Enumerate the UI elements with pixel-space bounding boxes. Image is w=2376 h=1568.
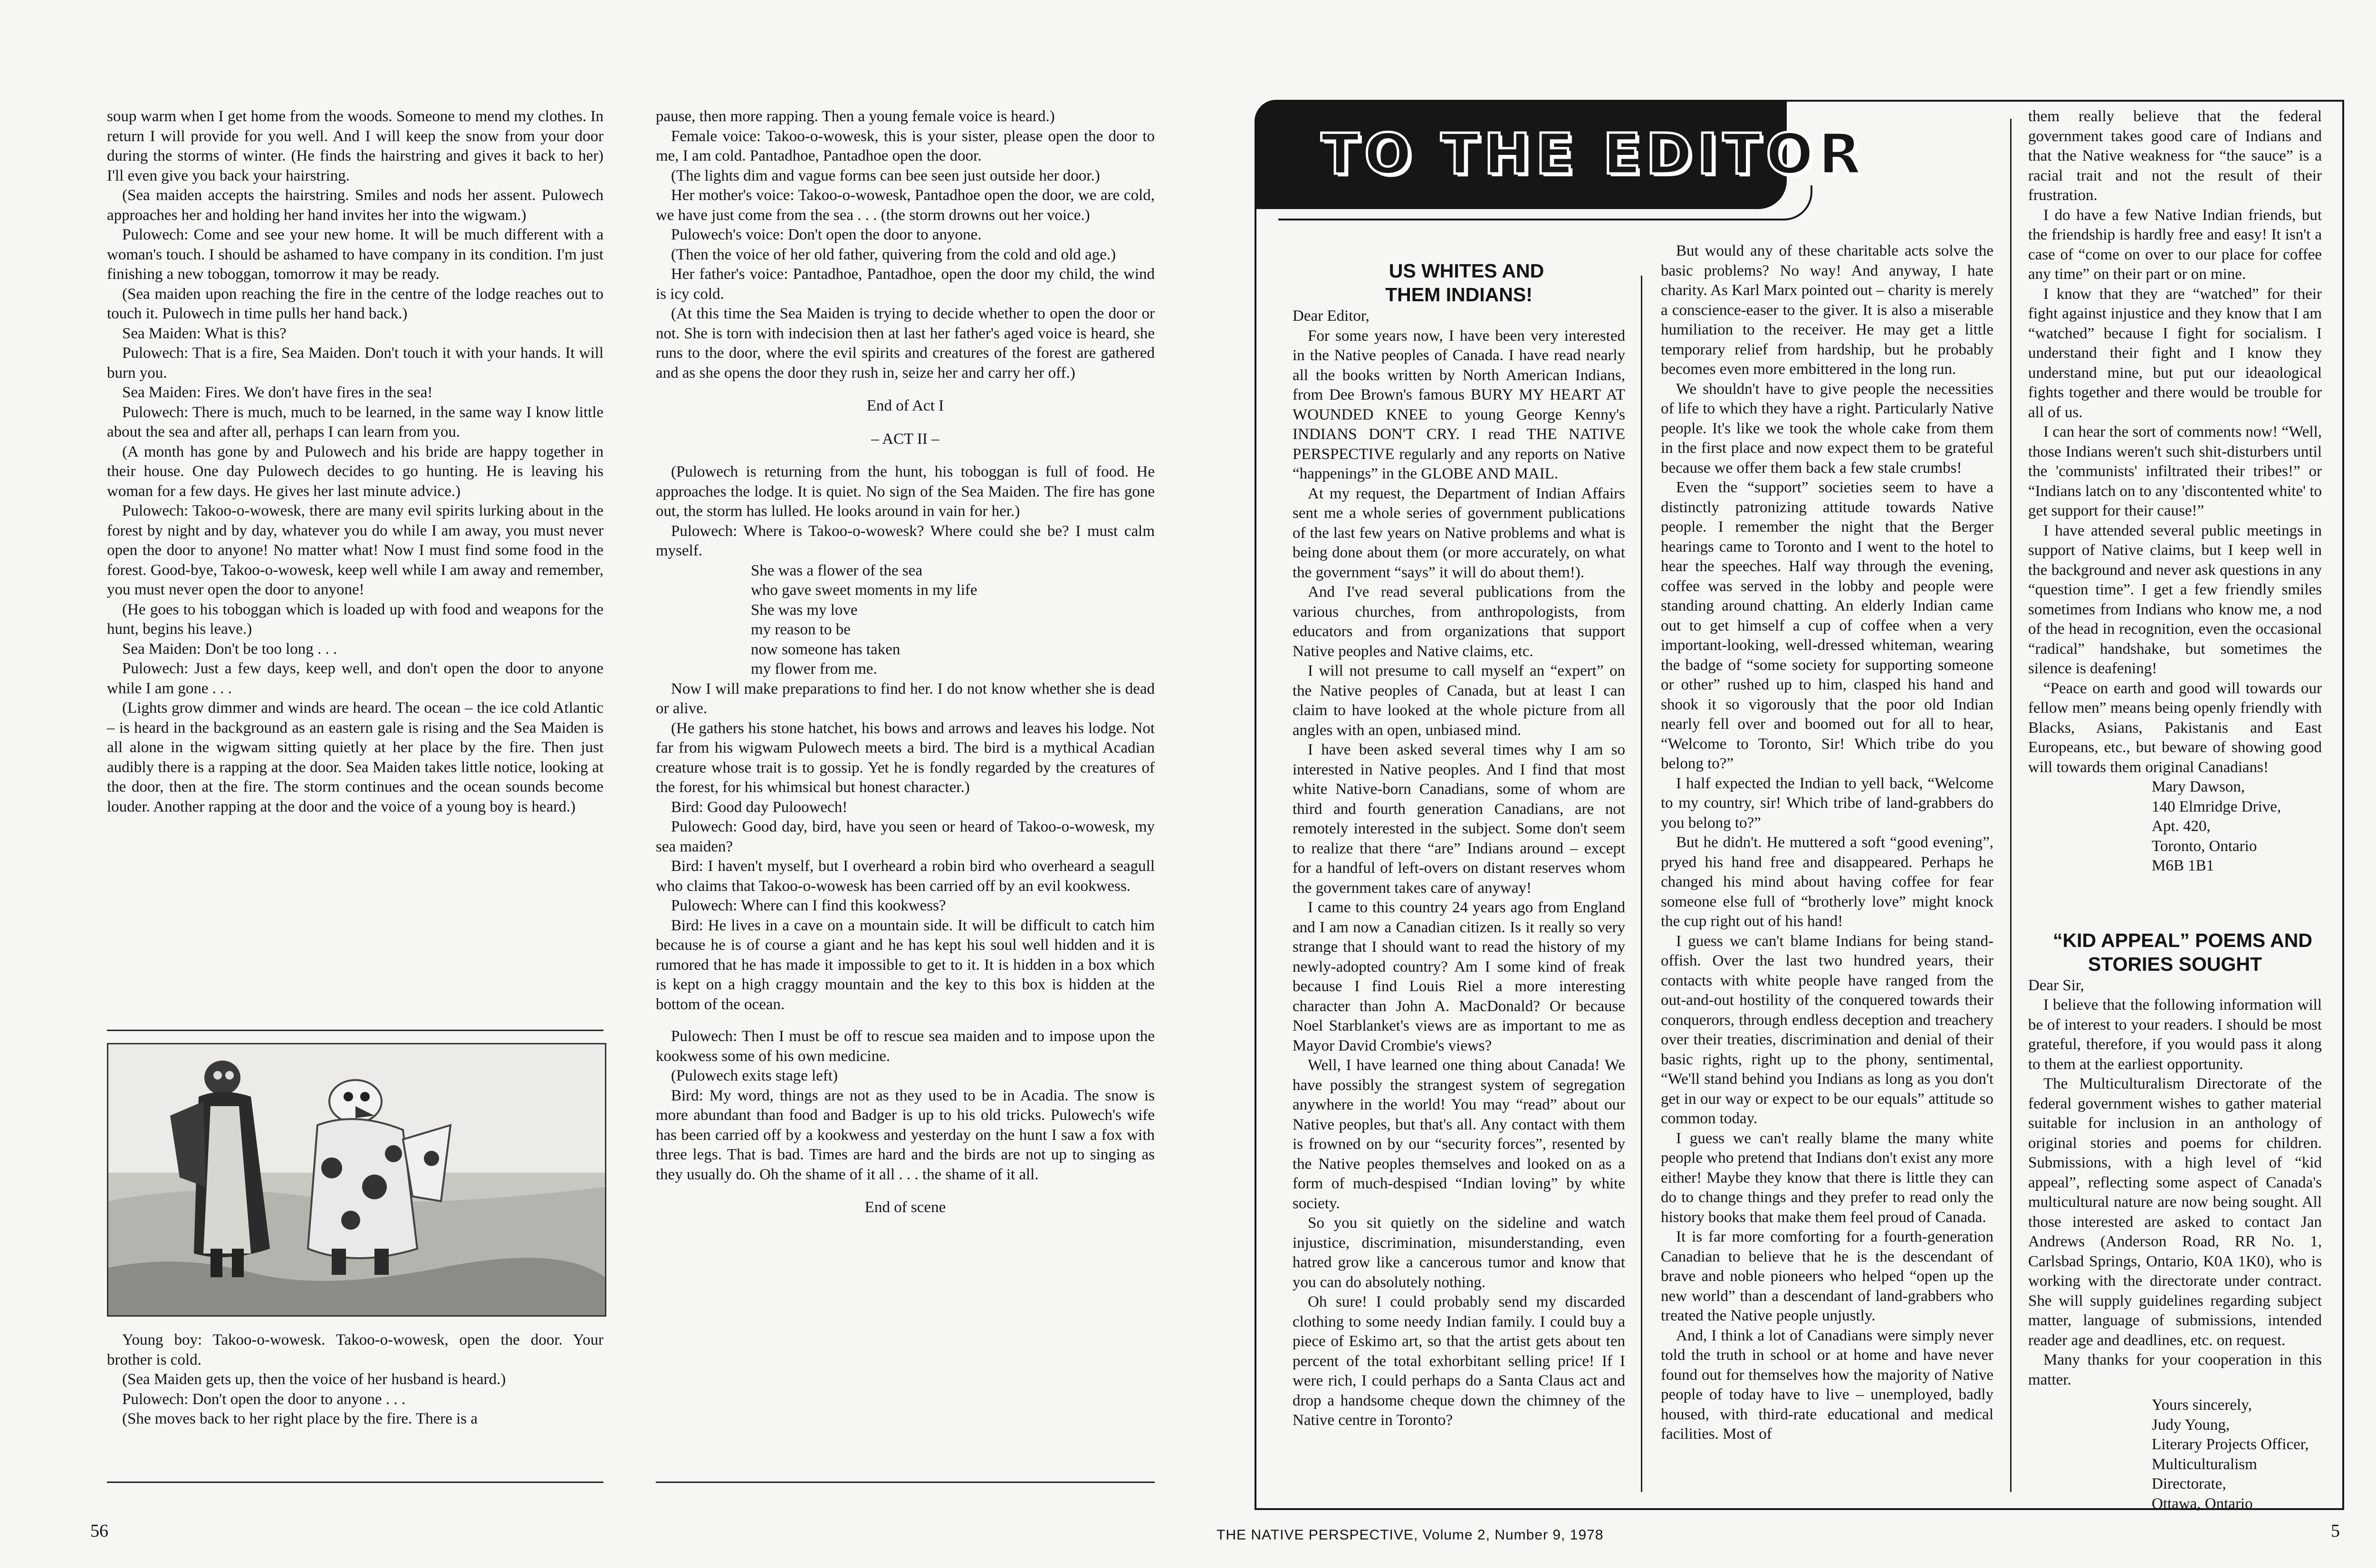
- paragraph: Pulowech: Where is Takoo-o-wowesk? Where could she be? I must calm myself.: [656, 522, 1155, 559]
- letter-1-column-3-text: [2028, 107, 2322, 777]
- signature-line: Toronto, Ontario: [2152, 837, 2257, 855]
- banner-title: TO THE EDITOR: [1321, 121, 1866, 187]
- signature-line: Mary Dawson,: [2152, 778, 2245, 795]
- paragraph: She was a flower of the sea: [751, 562, 923, 579]
- paragraph: We shouldn't have to give people the necessities of life to which they have a right. Particularly Native people. It's like we took the whole cake from them in the first place and now expect them to be grateful because we offer them back a few stale crumbs!: [1661, 380, 1993, 477]
- paragraph: (He gathers his stone hatchet, his bows and arrows and leaves his lodge. Not far from his wigwam Pulowech meets a bird. The bird is a mythical Acadian creature whose trait is to gossip. Yet he is fondly regarded by the creatures of the forest, for his whimsical but honest character.): [656, 719, 1155, 796]
- column-2-rule: [656, 1482, 1155, 1483]
- paragraph: now someone has taken: [751, 641, 901, 658]
- paragraph: But would any of these charitable acts solve the basic problems? No way! And anyway, I hate charity. As Karl Marx pointed out – charity is merely a conscience-easer to the giver. It is also a miserable humiliation to the receiver. He may get a little temporary relief from hardship, but he probably becomes even more embittered in the long run.: [1661, 242, 1993, 378]
- paragraph: Sea Maiden: Don't be too long . . .: [122, 640, 337, 658]
- letter-1-headline-line-1: US WHITES AND: [1389, 260, 1544, 282]
- paragraph: I guess we can't really blame the many white people who pretend that Indians don't exist any more either! Maybe they know that there is little they can do to change things and they prefer to read only the history books that make them feel proud of Canada.: [1661, 1129, 1993, 1226]
- signature-line: M6B 1B1: [2152, 857, 2214, 874]
- column-divider-1: [1641, 276, 1642, 1492]
- paragraph: Pulowech: Where can I find this kookwess?: [671, 897, 946, 914]
- signature-line: Multiculturalism Directorate,: [2152, 1455, 2257, 1492]
- letter-1-headline: [1293, 259, 1625, 306]
- paragraph: I know that they are “watched” for their fight against injustice and they know that I am “watched” because I fight for socialism. I understand their fight and I know they understand mine, but put our ideaological fights together and there would be trouble for all of us.: [2028, 285, 2322, 421]
- paragraph: “Peace on earth and good will towards our fellow men” means being openly friendly with Blacks, Asians, Pakistanis and East Europeans, etc., but beware of showing good will towards them original Canadians!: [2028, 679, 2322, 776]
- signature-line: 140 Elmridge Drive,: [2152, 798, 2281, 815]
- paragraph: (Sea Maiden gets up, then the voice of her husband is heard.): [122, 1371, 506, 1388]
- paragraph: Bird: My word, things are not as they used to be in Acadia. The snow is more abundant than food and Badger is up to his old tricks. Pulowech's wife has been carried off by a kookwess and yesterday on the hunt I saw a fox with three legs. That is bad. Times are hard and the birds are not up to singing as they usually do. Oh the shame of it all . . . the shame of it all.: [656, 1087, 1155, 1183]
- performers-photo-image: [108, 1044, 605, 1315]
- paragraph: (Pulowech exits stage left): [671, 1067, 838, 1084]
- paragraph: Pulowech: Just a few days, keep well, and don't open the door to anyone while I am gone . . .: [107, 660, 604, 697]
- paragraph: Well, I have learned one thing about Canada! We have possibly the strangest system of segregation anywhere in the world! You may “read” about our Native peoples, but that's all. Any contact with them is frowned on by our “security forces”, resented by the Native peoples themselves and looked on as a form of much-despised “Indian loving” by white society.: [1293, 1057, 1625, 1212]
- paragraph: Her mother's voice: Takoo-o-wowesk, Pantadhoe open the door, we are cold, we have just come from the sea . . . (the storm drowns out her voice.): [656, 187, 1155, 224]
- paragraph: Her father's voice: Pantadhoe, Pantadhoe, open the door my child, the wind is icy cold.: [656, 266, 1155, 303]
- paragraph: Bird: I haven't myself, but I overheard a robin bird who overheard a seagull who claims that Takoo-o-wowesk has been carried off by an evil kookwess.: [656, 858, 1155, 895]
- left-page-number: 56: [90, 1521, 108, 1541]
- paragraph: I do have a few Native Indian friends, but the friendship is hardly free and easy! It isn't a case of “come on over to our place for coffee any time” on their part or on mine.: [2028, 206, 2322, 283]
- paragraph: Pulowech: Don't open the door to anyone . . .: [122, 1390, 406, 1408]
- paragraph: (Then the voice of her old father, quivering from the cold and old age.): [671, 246, 1116, 263]
- letter-1-headline-line-2: THEM INDIANS!: [1385, 284, 1533, 306]
- paragraph: Pulowech: Then I must be off to rescue sea maiden and to impose upon the kookwess some of his own medicine.: [656, 1028, 1155, 1065]
- left-column-2: [656, 107, 1155, 1231]
- paragraph: (A month has gone by and Pulowech and his bride are happy together in their house. One day Pulowech decides to go hunting. He is leaving his woman for a few days. He gives her last minute advice.): [107, 443, 604, 500]
- signature-line: Judy Young,: [2152, 1416, 2230, 1434]
- paragraph: Pulowech's voice: Don't open the door to anyone.: [671, 226, 982, 243]
- paragraph: I will not presume to call myself an “expert” on the Native peoples of Canada, but at least I can claim to have looked at the whole picture from all angles with an open, unbiased mind.: [1293, 662, 1625, 739]
- paragraph: I half expected the Indian to yell back, “Welcome to my country, sir! Which tribe of land-grabbers do you belong to?”: [1661, 774, 1993, 832]
- paragraph: – ACT II –: [871, 430, 939, 448]
- left-column-1: [107, 107, 604, 817]
- paragraph: Pulowech: Come and see your new home. It will be much different with a woman's touch. I should be ashamed to have company in its condition. I'm just finishing a new toboggan, tomorrow it may be ready.: [107, 226, 604, 283]
- issue-footer: THE NATIVE PERSPECTIVE, Volume 2, Number 9, 1978: [1217, 1527, 1604, 1543]
- paragraph: Pulowech: That is a fire, Sea Maiden. Don't touch it with your hands. It will burn you.: [107, 344, 604, 382]
- paragraph: who gave sweet moments in my life: [751, 582, 977, 599]
- paragraph: Dear Editor,: [1293, 307, 1370, 325]
- paragraph: my reason to be: [751, 621, 851, 638]
- signature-line: Literary Projects Officer,: [2152, 1436, 2309, 1453]
- paragraph: And I've read several publications from the various churches, from anthropologists, from educators and from organizations that support Native peoples and Native claims, etc.: [1293, 583, 1625, 660]
- letter-1-column-3: [2028, 107, 2322, 1514]
- paragraph: End of scene: [864, 1199, 946, 1216]
- letter-2-headline-line-1: “KID APPEAL” POEMS AND: [2053, 929, 2312, 951]
- letter-2-headline: [2028, 928, 2322, 976]
- paragraph: Bird: Good day Puloowech!: [671, 798, 848, 816]
- paragraph: (Lights grow dimmer and winds are heard. The ocean – the ice cold Atlantic – is heard in the background as an eastern gale is rising and the Sea Maiden is all alone in the wigwam sitting quietly at her place by the fire. Then just audibly there is a rapping at the door. Sea Maiden takes little notice, looking at the door, then at the fire. The storm continues and the ocean sounds become louder. Another rapping at the door and the voice of a young boy is heard.): [107, 699, 604, 815]
- paragraph: She was my love: [751, 601, 858, 619]
- paragraph: The Multiculturalism Directorate of the federal government wishes to gather material suitable for inclusion in an anthology of original stories and poems for children. Submissions, with a high level of “kid appeal”, reflecting some aspect of Canada's multicultural nature are now being sought. All those interested are asked to contact Jan Andrews (Anderson Road, RR No. 1, Carlsbad Springs, Ontario, K0A 1K0), who is working with the directorate under contract. She will supply guidelines regarding subject matter, language of submissions, intended reader age and deadlines, etc. on request.: [2028, 1075, 2322, 1349]
- paragraph: I have been asked several times why I am so interested in Native peoples. And I find that most white Native-born Canadians, some of whom are third and fourth generation Canadians, are not remotely interested in the subject. Some don't seem to realize that there “are” Indians around – except for a handful of left-overs on distant reserves whom the government takes care of anyway!: [1293, 741, 1625, 897]
- right-page-number: 5: [2331, 1521, 2340, 1541]
- letter-1-column-1-text: [1293, 306, 1625, 1431]
- paragraph: So you sit quietly on the sideline and watch injustice, discrimination, misunderstanding, even hatred grow like a cancerous tumor and know that you can do absolutely nothing.: [1293, 1214, 1625, 1291]
- paragraph: pause, then more rapping. Then a young female voice is heard.): [656, 108, 1055, 125]
- paragraph: Sea Maiden: What is this?: [122, 325, 287, 342]
- letter-2-signature: [2028, 1396, 2322, 1514]
- paragraph: Pulowech: There is much, much to be learned, in the same way I know little about the sea and after all, perhaps I can learn from you.: [107, 403, 604, 440]
- letter-1-column-1: [1293, 259, 1625, 1431]
- paragraph: At my request, the Department of Indian Affairs sent me a whole series of government publications of the last few years on Native problems and what is being done about them (or more accurately, on what the government “says” it will do about them!).: [1293, 485, 1625, 581]
- signature-line: Yours sincerely,: [2152, 1396, 2252, 1414]
- paragraph: I have attended several public meetings in support of Native claims, but I keep well in the background and never ask questions in any “question time”. I get a few friendly smiles sometimes from Indians who know me, a nod of the head in recognition, even the occasional “radical” handshake, but sometimes the silence is deafening!: [2028, 522, 2322, 677]
- paragraph: But he didn't. He muttered a soft “good evening”, pryed his hand free and disappeared. Perhaps he changed his mind about having coffee for fear someone else full of “brotherly love” might knock the cup right out of his hand!: [1661, 834, 1993, 930]
- paragraph: And, I think a lot of Canadians were simply never told the truth in school or at home and have never found out for themselves how the majority of Native people of today have to live – unemployed, badly housed, with third-rate educational and medical facilities. Most of: [1661, 1327, 1993, 1443]
- paragraph: Now I will make preparations to find her. I do not know whether she is dead or alive.: [656, 680, 1155, 717]
- paragraph: It is far more comforting for a fourth-generation Canadian to believe that he is the descendant of brave and noble pioneers who helped “open up the new world” than a descendant of land-grabbers who treated the Native people unjustly.: [1661, 1228, 1993, 1324]
- column-divider-2: [2010, 119, 2012, 1492]
- paragraph: I can hear the sort of comments now! “Well, those Indians weren't such shit-disturbers until the 'communists' infiltrated their tribes!” or “Indians latch on to any 'discontented white' to get support for their cause!”: [2028, 423, 2322, 519]
- paragraph: Dear Sir,: [2028, 976, 2084, 994]
- left-column-1-bottom: [107, 1330, 604, 1429]
- letter-2-headline-line-2: STORIES SOUGHT: [2088, 953, 2262, 975]
- paragraph: Female voice: Takoo-o-wowesk, this is your sister, please open the door to me, I am cold. Pantadhoe, Pantadhoe open the door.: [656, 127, 1155, 164]
- paragraph: (She moves back to her right place by the fire. There is a: [122, 1410, 478, 1427]
- paragraph: soup warm when I get home from the woods. Someone to mend my clothes. In return I will provide for you well. And I will keep the snow from your door during the storms of winter. (He finds the hairstring and gives it back to her) I'll even give you back your hairstring.: [107, 108, 604, 184]
- paragraph: (Pulowech is returning from the hunt, his toboggan is full of food. He approaches the lodge. It is quiet. No sign of the Sea Maiden. The fire has gone out, the storm has lulled. He looks around in vain for her.): [656, 463, 1155, 520]
- letter-1-signature: [2028, 777, 2322, 876]
- paragraph: Young boy: Takoo-o-wowesk. Takoo-o-wowesk, open the door. Your brother is cold.: [107, 1331, 604, 1368]
- signature-line: Ottawa, Ontario: [2152, 1495, 2253, 1512]
- letter-1-column-2: [1661, 241, 1993, 1444]
- paragraph: Pulowech: Good day, bird, have you seen or heard of Takoo-o-wowesk, my sea maiden?: [656, 818, 1155, 855]
- column-1-rule: [107, 1030, 604, 1031]
- paragraph: I believe that the following information will be of interest to your readers. I should be most grateful, therefore, if you would pass it along to them at the earliest opportunity.: [2028, 996, 2322, 1073]
- paragraph: Many thanks for your cooperation in this matter.: [2028, 1351, 2322, 1388]
- signature-line: Apt. 420,: [2152, 818, 2211, 835]
- paragraph: Pulowech: Takoo-o-wowesk, there are many evil spirits lurking about in the forest by night and by day, whatever you do while I am away, you must never open the door to anyone! No matter what! Now I must find some food in the forest. Good-bye, Takoo-o-wowesk, keep well while I am away and remember, you must never open the door to anyone!: [107, 502, 604, 598]
- paragraph: (Sea maiden accepts the hairstring. Smiles and nods her assent. Pulowech approaches her and holding her hand invites her into the wigwam.): [107, 187, 604, 224]
- paragraph: (The lights dim and vague forms can bee seen just outside her door.): [671, 167, 1100, 184]
- paragraph: Oh sure! I could probably send my discarded clothing to some needy Indian family. I could buy a piece of Eskimo art, so that the artist gets about ten percent of the total exhorbitant selling price! If I were rich, I could perhaps do a Santa Claus act and drop a handsome cheque down the chimney of the Native centre in Toronto?: [1293, 1293, 1625, 1429]
- paragraph: my flower from me.: [751, 660, 877, 678]
- letter-2-body: [2028, 976, 2322, 1390]
- paragraph: them really believe that the federal government takes good care of Indians and that the Native weakness for “the sauce” is a racial trait and not the result of their frustration.: [2028, 108, 2322, 204]
- paragraph: Sea Maiden: Fires. We don't have fires in the sea!: [122, 384, 433, 401]
- paragraph: (At this time the Sea Maiden is trying to decide whether to open the door or not. She is torn with indecision then at last her father's aged voice is heard, she runs to the door, where the evil spirits and creatures of the forest are gathered and as she opens the door they rush in, seize her and carry her off.): [656, 305, 1155, 382]
- paragraph: Even the “support” societies seem to have a distinctly patronizing attitude towards Native people. I remember the night that the Berger hearings came to Toronto and I went to the hotel to hear the speeches. Half way through the evening, coffee was served in the lobby and people were standing around chatting. An elderly Indian came out to get himself a cup of coffee when a very important-looking, well-dressed whiteman, wearing the badge of “some society for supporting someone or other” rushed up to him, clasped his hand and shook it so vigorously that the poor old Indian nearly fell over and boomed out for all to hear, “Welcome to Toronto, Sir! Which tribe do you belong to?”: [1661, 479, 1993, 772]
- paragraph: (He goes to his toboggan which is loaded up with food and weapons for the hunt, begins his leave.): [107, 601, 604, 638]
- play-photo: [107, 1043, 606, 1317]
- paragraph: End of Act I: [866, 397, 944, 414]
- paragraph: I guess we can't blame Indians for being stand-offish. Over the last two hundred years, their contacts with white people have ranged from the out-and-out hostility of the conquered towards their conquerors, through endless deception and treachery over their treaties, discrimination and denial of their basic rights, right up to the phony, sentimental, “We'll stand behind you Indians as long as you don't get in our way or expect to be our equals” attitude so common today.: [1661, 932, 1993, 1127]
- paragraph: For some years now, I have been very interested in the Native peoples of Canada. I have read nearly all the books written by North American Indians, from Dee Brown's famous BURY MY HEART AT WOUNDED KNEE to young George Kenny's INDIANS DON'T CRY. I read THE NATIVE PERSPECTIVE regularly and any reports on Native “happenings” in the GLOBE AND MAIL.: [1293, 327, 1625, 482]
- paragraph: I came to this country 24 years ago from England and I am now a Canadian citizen. Is it really so very strange that I should want to read the history of my newly-adopted country? Am I some kind of freak because I find Louis Riel a more interesting character than John A. MacDonald? Or because Noel Starblanket's views are as important to me as Mayor David Crombie's views?: [1293, 899, 1625, 1054]
- column-1-bottom-rule: [107, 1482, 604, 1483]
- paragraph: (Sea maiden upon reaching the fire in the centre of the lodge reaches out to touch it. Pulowech in time pulls her hand back.): [107, 285, 604, 322]
- paragraph: Bird: He lives in a cave on a mountain side. It will be difficult to catch him because he is of course a giant and he has kept his soul well hidden and it is rumored that he has made it impossible to get to it. It is hidden in a box which is kept on a high craggy mountain and the key to this box is hidden at the bottom of the ocean.: [656, 917, 1155, 1013]
